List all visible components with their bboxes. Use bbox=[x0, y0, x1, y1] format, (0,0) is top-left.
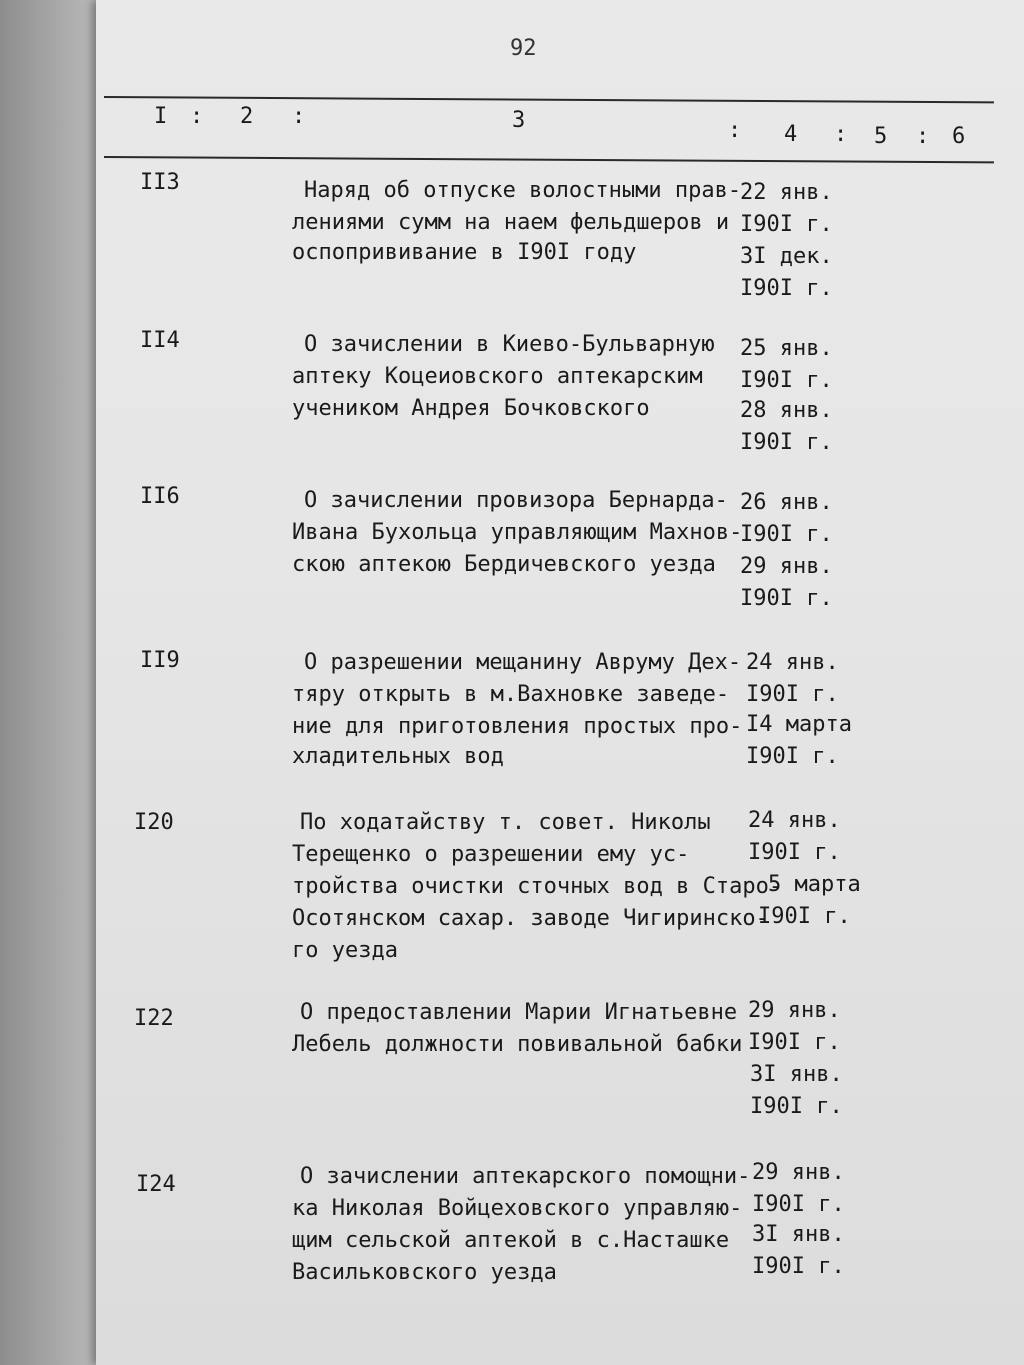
entry-title-line: Осотянском сахар. заводе Чигиринско- bbox=[292, 906, 769, 931]
entry-title-line: скою аптекою Бердичевского уезда bbox=[292, 552, 716, 577]
entry-date-line: 5 марта bbox=[768, 872, 861, 897]
column-header-5: 5 bbox=[874, 124, 888, 149]
entry-title-line: О зачислении в Киево-Бульварную bbox=[304, 332, 715, 357]
entry-date-line: 29 янв. bbox=[752, 1160, 845, 1185]
entry-date-line: I90I г. bbox=[752, 1254, 845, 1279]
entry-date-line: I90I г. bbox=[740, 430, 833, 455]
entry-title-line: ка Николая Войцеховского управляю- bbox=[292, 1196, 743, 1221]
entry-date-line: 24 янв. bbox=[746, 650, 839, 675]
entry-date-line: 28 янв. bbox=[740, 398, 833, 423]
column-header-1: I bbox=[154, 104, 168, 129]
entry-title-line: аптеку Коцеиовского аптекарским bbox=[292, 364, 703, 389]
entry-number: II4 bbox=[140, 328, 180, 353]
entry-title-line: лениями сумм на наем фельдшеров и bbox=[292, 210, 730, 235]
entry-date-line: 29 янв. bbox=[740, 554, 833, 579]
entry-date-line: I90I г. bbox=[748, 1030, 841, 1055]
column-separator: : bbox=[190, 104, 204, 129]
entry-number: I22 bbox=[134, 1006, 174, 1031]
entry-title-line: оспопрививание в I90I году bbox=[292, 240, 637, 265]
column-header-4: 4 bbox=[784, 122, 798, 147]
entry-number: I24 bbox=[136, 1172, 176, 1197]
column-separator: : bbox=[916, 124, 930, 149]
column-header-2: 2 bbox=[240, 104, 254, 129]
entry-date-line: I90I г. bbox=[740, 522, 833, 547]
entry-title-line: тяру открыть в м.Вахновке заведе- bbox=[292, 682, 730, 707]
entry-date-line: 26 янв. bbox=[740, 490, 833, 515]
entry-date-line: I90I г. bbox=[740, 586, 833, 611]
entry-title-line: О зачислении провизора Бернарда- bbox=[304, 488, 728, 513]
entry-date-line: 29 янв. bbox=[748, 998, 841, 1023]
entry-title-line: Наряд об отпуске волостными прав- bbox=[304, 178, 742, 203]
column-header-3: 3 bbox=[512, 108, 526, 133]
column-separator: : bbox=[292, 104, 306, 129]
entry-title-line: учеником Андрея Бочковского bbox=[292, 396, 650, 421]
entry-title-line: Лебель должности повивальной бабки bbox=[292, 1032, 743, 1057]
entry-number: I20 bbox=[134, 810, 174, 835]
entry-date-line: 3I дек. bbox=[740, 244, 833, 269]
entry-title-line: хладительных вод bbox=[292, 744, 504, 769]
entry-title-line: Терещенко о разрешении ему ус- bbox=[292, 842, 690, 867]
entry-title-line: щим сельской аптекой в с.Насташке bbox=[292, 1228, 730, 1253]
column-separator: : bbox=[728, 118, 742, 143]
column-separator: : bbox=[834, 122, 848, 147]
book-binding-gutter bbox=[0, 0, 96, 1365]
entry-date-line: I90I г. bbox=[740, 276, 833, 301]
entry-title-line: Ивана Бухольца управляющим Махнов- bbox=[292, 520, 743, 545]
entry-number: II3 bbox=[140, 170, 180, 195]
entry-title-line: го уезда bbox=[292, 938, 398, 963]
entry-date-line: I90I г. bbox=[746, 682, 839, 707]
column-header-6: 6 bbox=[952, 124, 966, 149]
entry-title-line: тройства очистки сточных вод в Старо- bbox=[292, 874, 783, 899]
entry-date-line: I90I г. bbox=[748, 840, 841, 865]
entry-title-line: ние для приготовления простых про- bbox=[292, 714, 743, 739]
entry-date-line: I90I г. bbox=[752, 1192, 845, 1217]
entry-date-line: 24 янв. bbox=[748, 808, 841, 833]
entry-title-line: О зачислении аптекарского помощни- bbox=[300, 1164, 751, 1189]
entry-number: II6 bbox=[140, 484, 180, 509]
entry-title-line: О разрешении мещанину Авруму Дех- bbox=[304, 650, 742, 675]
entry-date-line: I90I г. bbox=[746, 744, 839, 769]
entry-date-line: 22 янв. bbox=[740, 180, 833, 205]
entry-title-line: По ходатайству т. совет. Николы bbox=[300, 810, 711, 835]
entry-date-line: I90I г. bbox=[740, 368, 833, 393]
entry-date-line: I4 марта bbox=[746, 712, 852, 737]
entry-title-line: О предоставлении Марии Игнатьевне bbox=[300, 1000, 738, 1025]
entry-title-line: Васильковского уезда bbox=[292, 1260, 557, 1285]
entry-number: II9 bbox=[140, 648, 180, 673]
entry-date-line: I90I г. bbox=[758, 904, 851, 929]
entry-date-line: 3I янв. bbox=[752, 1222, 845, 1247]
entry-date-line: 3I янв. bbox=[750, 1062, 843, 1087]
entry-date-line: I90I г. bbox=[750, 1094, 843, 1119]
entry-date-line: 25 янв. bbox=[740, 336, 833, 361]
entry-date-line: I90I г. bbox=[740, 212, 833, 237]
page-number: 92 bbox=[510, 36, 537, 61]
